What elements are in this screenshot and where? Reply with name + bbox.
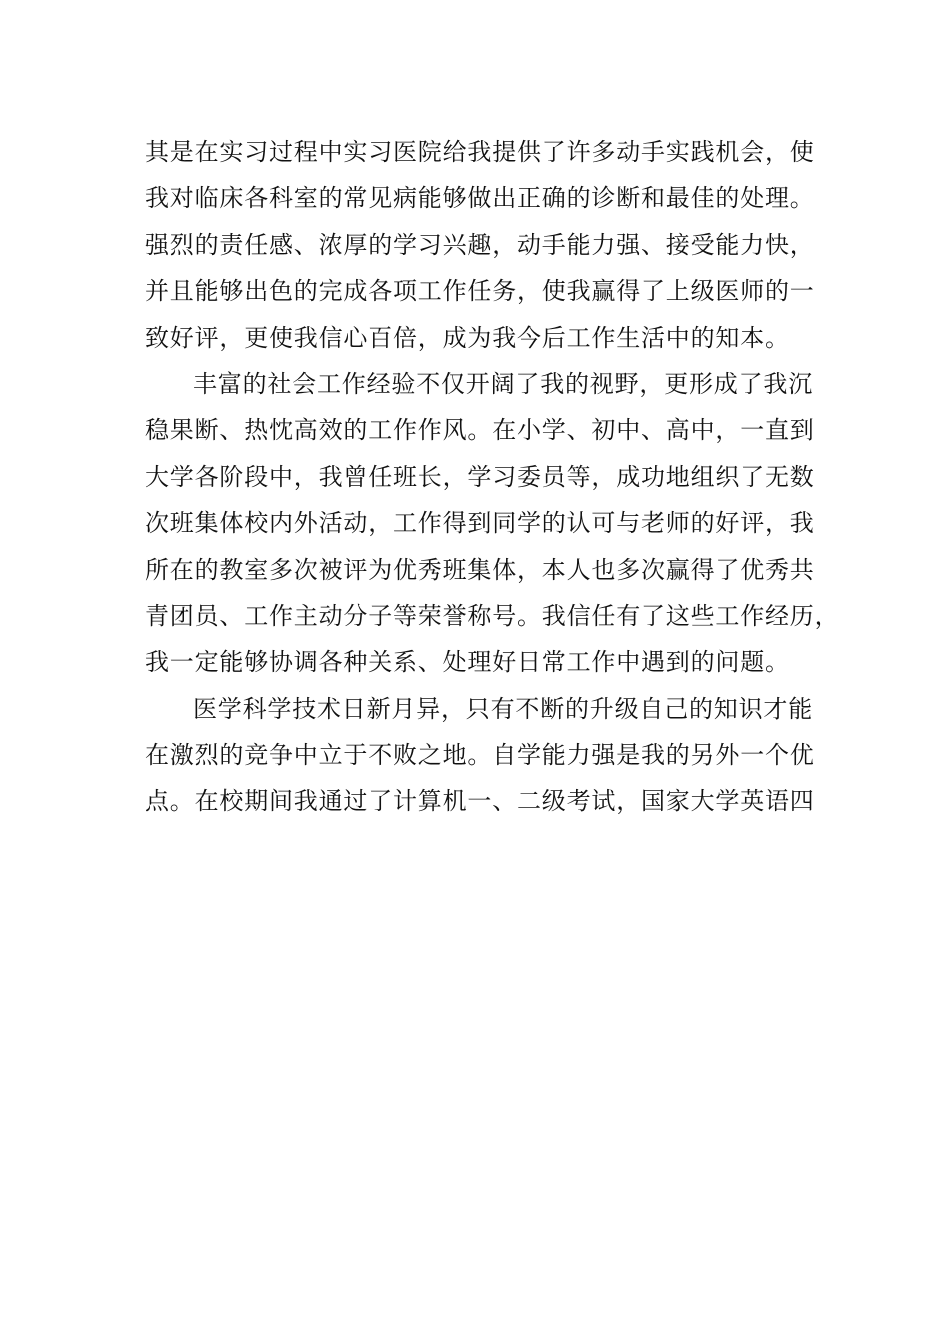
text-line: 致好评，更使我信心百倍，成为我今后工作生活中的知本。 (145, 323, 790, 352)
body-text (145, 129, 840, 825)
text-line: 并且能够出色的完成各项工作任务，使我赢得了上级医师的一 (145, 277, 815, 306)
text-line: 点。在校期间我通过了计算机一、二级考试，国家大学英语四 (145, 787, 815, 816)
text-line: 所在的教室多次被评为优秀班集体，本人也多次赢得了优秀共 (145, 555, 815, 584)
text-line: 稳果断、热忱高效的工作作风。在小学、初中、高中，一直到 (145, 416, 815, 445)
text-line: 青团员、工作主动分子等荣誉称号。我信任有了这些工作经历， (145, 601, 840, 630)
text-line: 强烈的责任感、浓厚的学习兴趣，动手能力强、接受能力快， (145, 230, 815, 259)
text-line: 我一定能够协调各种关系、处理好日常工作中遇到的问题。 (145, 648, 790, 677)
paragraph-start-line: 医学科学技术日新月异，只有不断的升级自己的知识才能 (193, 694, 813, 723)
text-line: 其是在实习过程中实习医院给我提供了许多动手实践机会，使 (145, 138, 815, 166)
text-line: 次班集体校内外活动，工作得到同学的认可与老师的好评，我 (145, 509, 815, 538)
paragraph-start-line: 丰富的社会工作经验不仅开阔了我的视野，更形成了我沉 (193, 369, 813, 398)
text-line: 在激烈的竞争中立于不败之地。自学能力强是我的另外一个优 (145, 741, 815, 770)
text-line: 我对临床各科室的常见病能够做出正确的诊断和最佳的处理。 (145, 184, 815, 213)
text-line: 大学各阶段中，我曾任班长，学习委员等，成功地组织了无数 (145, 462, 815, 491)
